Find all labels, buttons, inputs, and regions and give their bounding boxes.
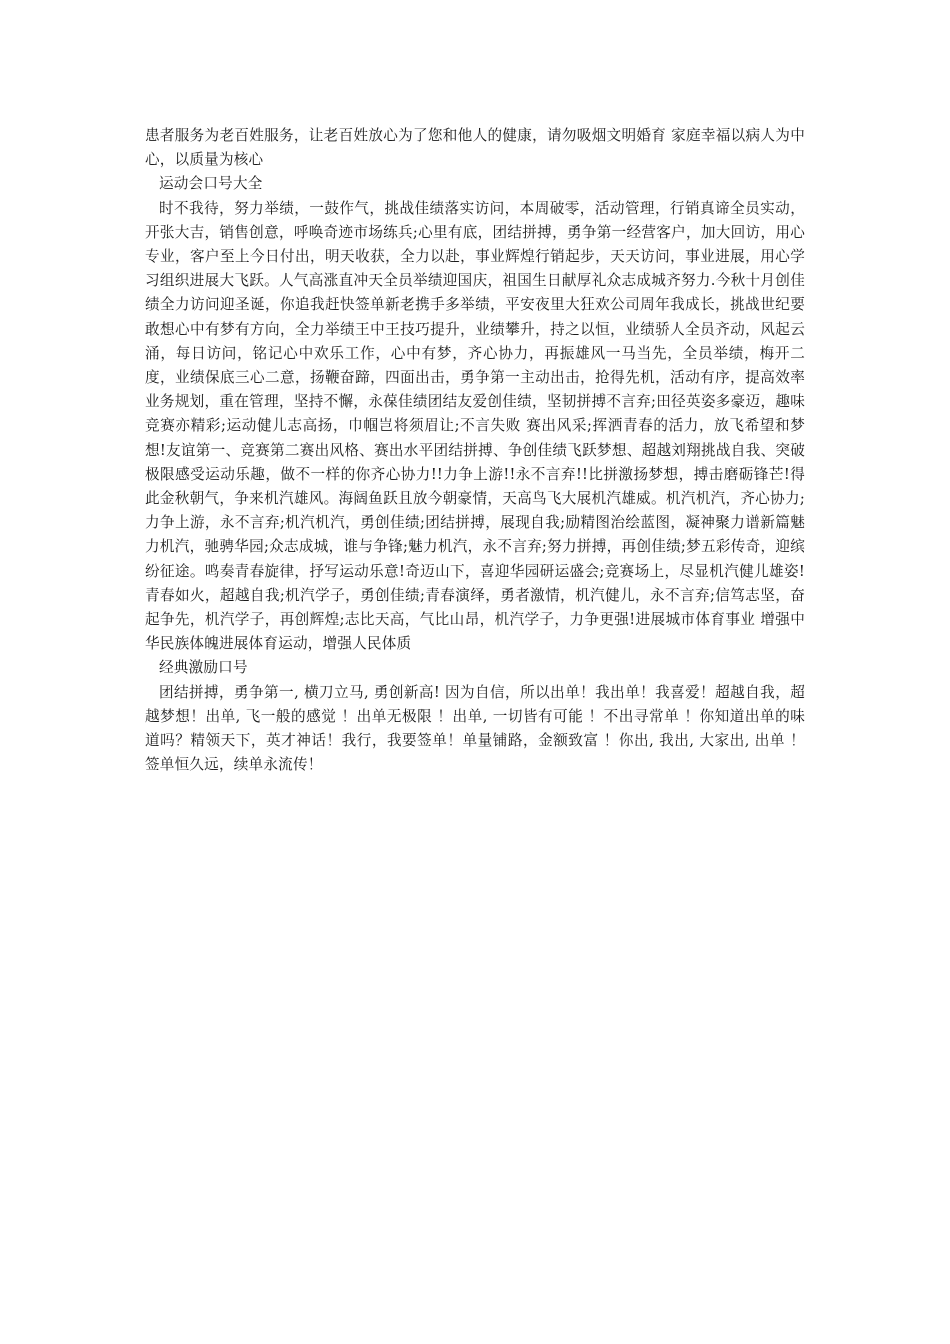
section-heading-motivational-slogans: 经典激励口号 [159, 659, 248, 677]
sports-slogans-body: 时不我待，努力举绩，一鼓作气，挑战佳绩落实访问，本周破零，活动管理，行销真谛全员实动，开张大吉，销售创意，呼唤奇迹市场练兵;心里有底，团结拼搏，勇争第一经营客户，加大回访，用心专业，客户至上今日付出，明天收获，全力以赴，事业辉煌行销起步，天天访问，事业进展，用心学习组织进展大飞跃。人气高涨直冲天全员举绩迎国庆，祖国生日献厚礼众志成城齐努力.今秋十月创佳绩全力访问迎圣诞，你追我赶快签单新老携手多举绩，平安夜里大狂欢公司周年我成长，挑战世纪要敢想心中有梦有方向，全力举绩王中王技巧提升，业绩攀升，持之以恒，业绩骄人全员齐动，风起云涌，每日访问，铭记心中欢乐工作，心中有梦，齐心协力，再振雄风一马当先，全员举绩，梅开二度，业绩保底三心二意，扬鞭奋蹄，四面出击，勇争第一主动出击，抢得先机，活动有序，提高效率业务规划，重在管理，坚持不懈，永葆佳绩团结友爱创佳绩，坚韧拼搏不言弃;田径英姿多豪迈，趣味竞赛亦精彩;运动健儿志高扬，巾帼岂将须眉让;不言失败 赛出风采;挥洒青春的活力，放飞希望和梦想!友谊第一、竞赛第二赛出风格、赛出水平团结拼搏、争创佳绩飞跃梦想、超越刘翔挑战自我、突破极限感受运动乐趣，做不一样的你齐心协力!!力争上游!!永不言弃!!比拼激扬梦想，搏击磨砺锋芒!得此金秋朝气，争来机汽雄风。海阔鱼跃且放今朝豪情，天高鸟飞大展机汽雄威。机汽机汽，齐心协力;力争上游，永不言弃;机汽机汽，勇创佳绩;团结拼搏，展现自我;励精图治绘蓝图，凝神聚力谱新篇魅力机汽，驰骋华园;众志成城，谁与争锋;魅力机汽，永不言弃;努力拼搏，再创佳绩;梦五彩传奇，迎缤纷征途。鸣奏青春旋律，抒写运动乐意!奇迈山下，喜迎华园研运盛会;竞赛场上，尽显机汽健儿雄姿!青春如火，超越自我;机汽学子，勇创佳绩;青春演绎，勇者激情，机汽健儿，永不言弃;信笃志坚，奋起争先，机汽学子，再创辉煌;志比天高，气比山昂，机汽学子，力争更强!进展城市体育事业 增强中华民族体魄进展体育运动，增强人民体质 [145, 199, 805, 653]
motivational-slogans-body: 团结拼搏，勇争第一, 横刀立马, 勇创新高! 因为自信，所以出单！我出单！我喜爱！超越自我，超越梦想！出单, 飞一般的感觉 ！出单无极限 ！出单, 一切皆有可能 ！不出寻常单 ！你知道出单的味道吗？精领天下，英才神话！我行，我要签单！单量铺路，金额致富 ！你出, 我出, 大家出, 出单 ！签单恒久远，续单永流传！ [145, 683, 805, 774]
section-heading-sports-slogans: 运动会口号大全 [159, 175, 263, 193]
intro-paragraph: 患者服务为老百姓服务，让老百姓放心为了您和他人的健康，请勿吸烟文明婚育 家庭幸福以病人为中心，以质量为核心 [145, 127, 805, 169]
document-page [145, 124, 805, 777]
